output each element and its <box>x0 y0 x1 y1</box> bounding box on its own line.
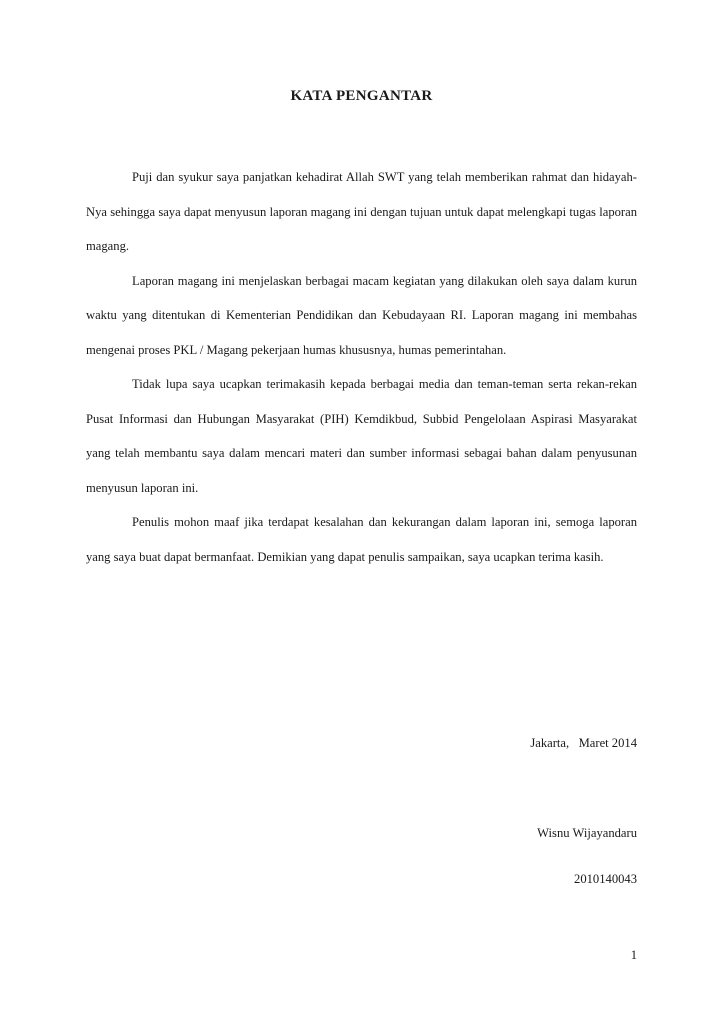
paragraph-4: Penulis mohon maaf jika terdapat kesalahan dan kekurangan dalam laporan ini, semoga laporan yang saya buat dapat bermanfaat. Demikian yang dapat penulis sampaikan, saya ucapkan terima kasih. <box>86 515 637 564</box>
page-number: 1 <box>630 948 637 962</box>
paragraph-3: Tidak lupa saya ucapkan terimakasih kepada berbagai media dan teman-teman serta rekan-rekan Pusat Informasi dan Hubungan Masyarakat (PIH) Kemdikbud, Subbid Pengelolaan Aspirasi Masyarakat yang telah membantu saya dalam mencari materi dan sumber informasi sebagai bahan dalam penyusunan menyusun laporan ini. <box>86 377 637 495</box>
author-name: Wisnu Wijayandaru <box>537 826 637 840</box>
paragraph-2: Laporan magang ini menjelaskan berbagai macam kegiatan yang dilakukan oleh saya dalam kurun waktu yang ditentukan di Kementerian Pendidikan dan Kebudayaan RI. Laporan magang ini membahas mengenai proses PKL / Magang pekerjaan humas khususnya, humas pemerintahan. <box>86 273 637 357</box>
page-title: KATA PENGANTAR <box>290 88 433 104</box>
paragraph-1: Puji dan syukur saya panjatkan kehadirat Allah SWT yang telah memberikan rahmat dan hidayah-Nya sehingga saya dapat menyusun laporan magang ini dengan tujuan untuk dapat melengkapi tugas laporan magang. <box>86 170 637 253</box>
place-date: Jakarta, Maret 2014 <box>530 736 637 750</box>
author-id: 2010140043 <box>574 872 637 886</box>
body-text <box>86 160 637 574</box>
